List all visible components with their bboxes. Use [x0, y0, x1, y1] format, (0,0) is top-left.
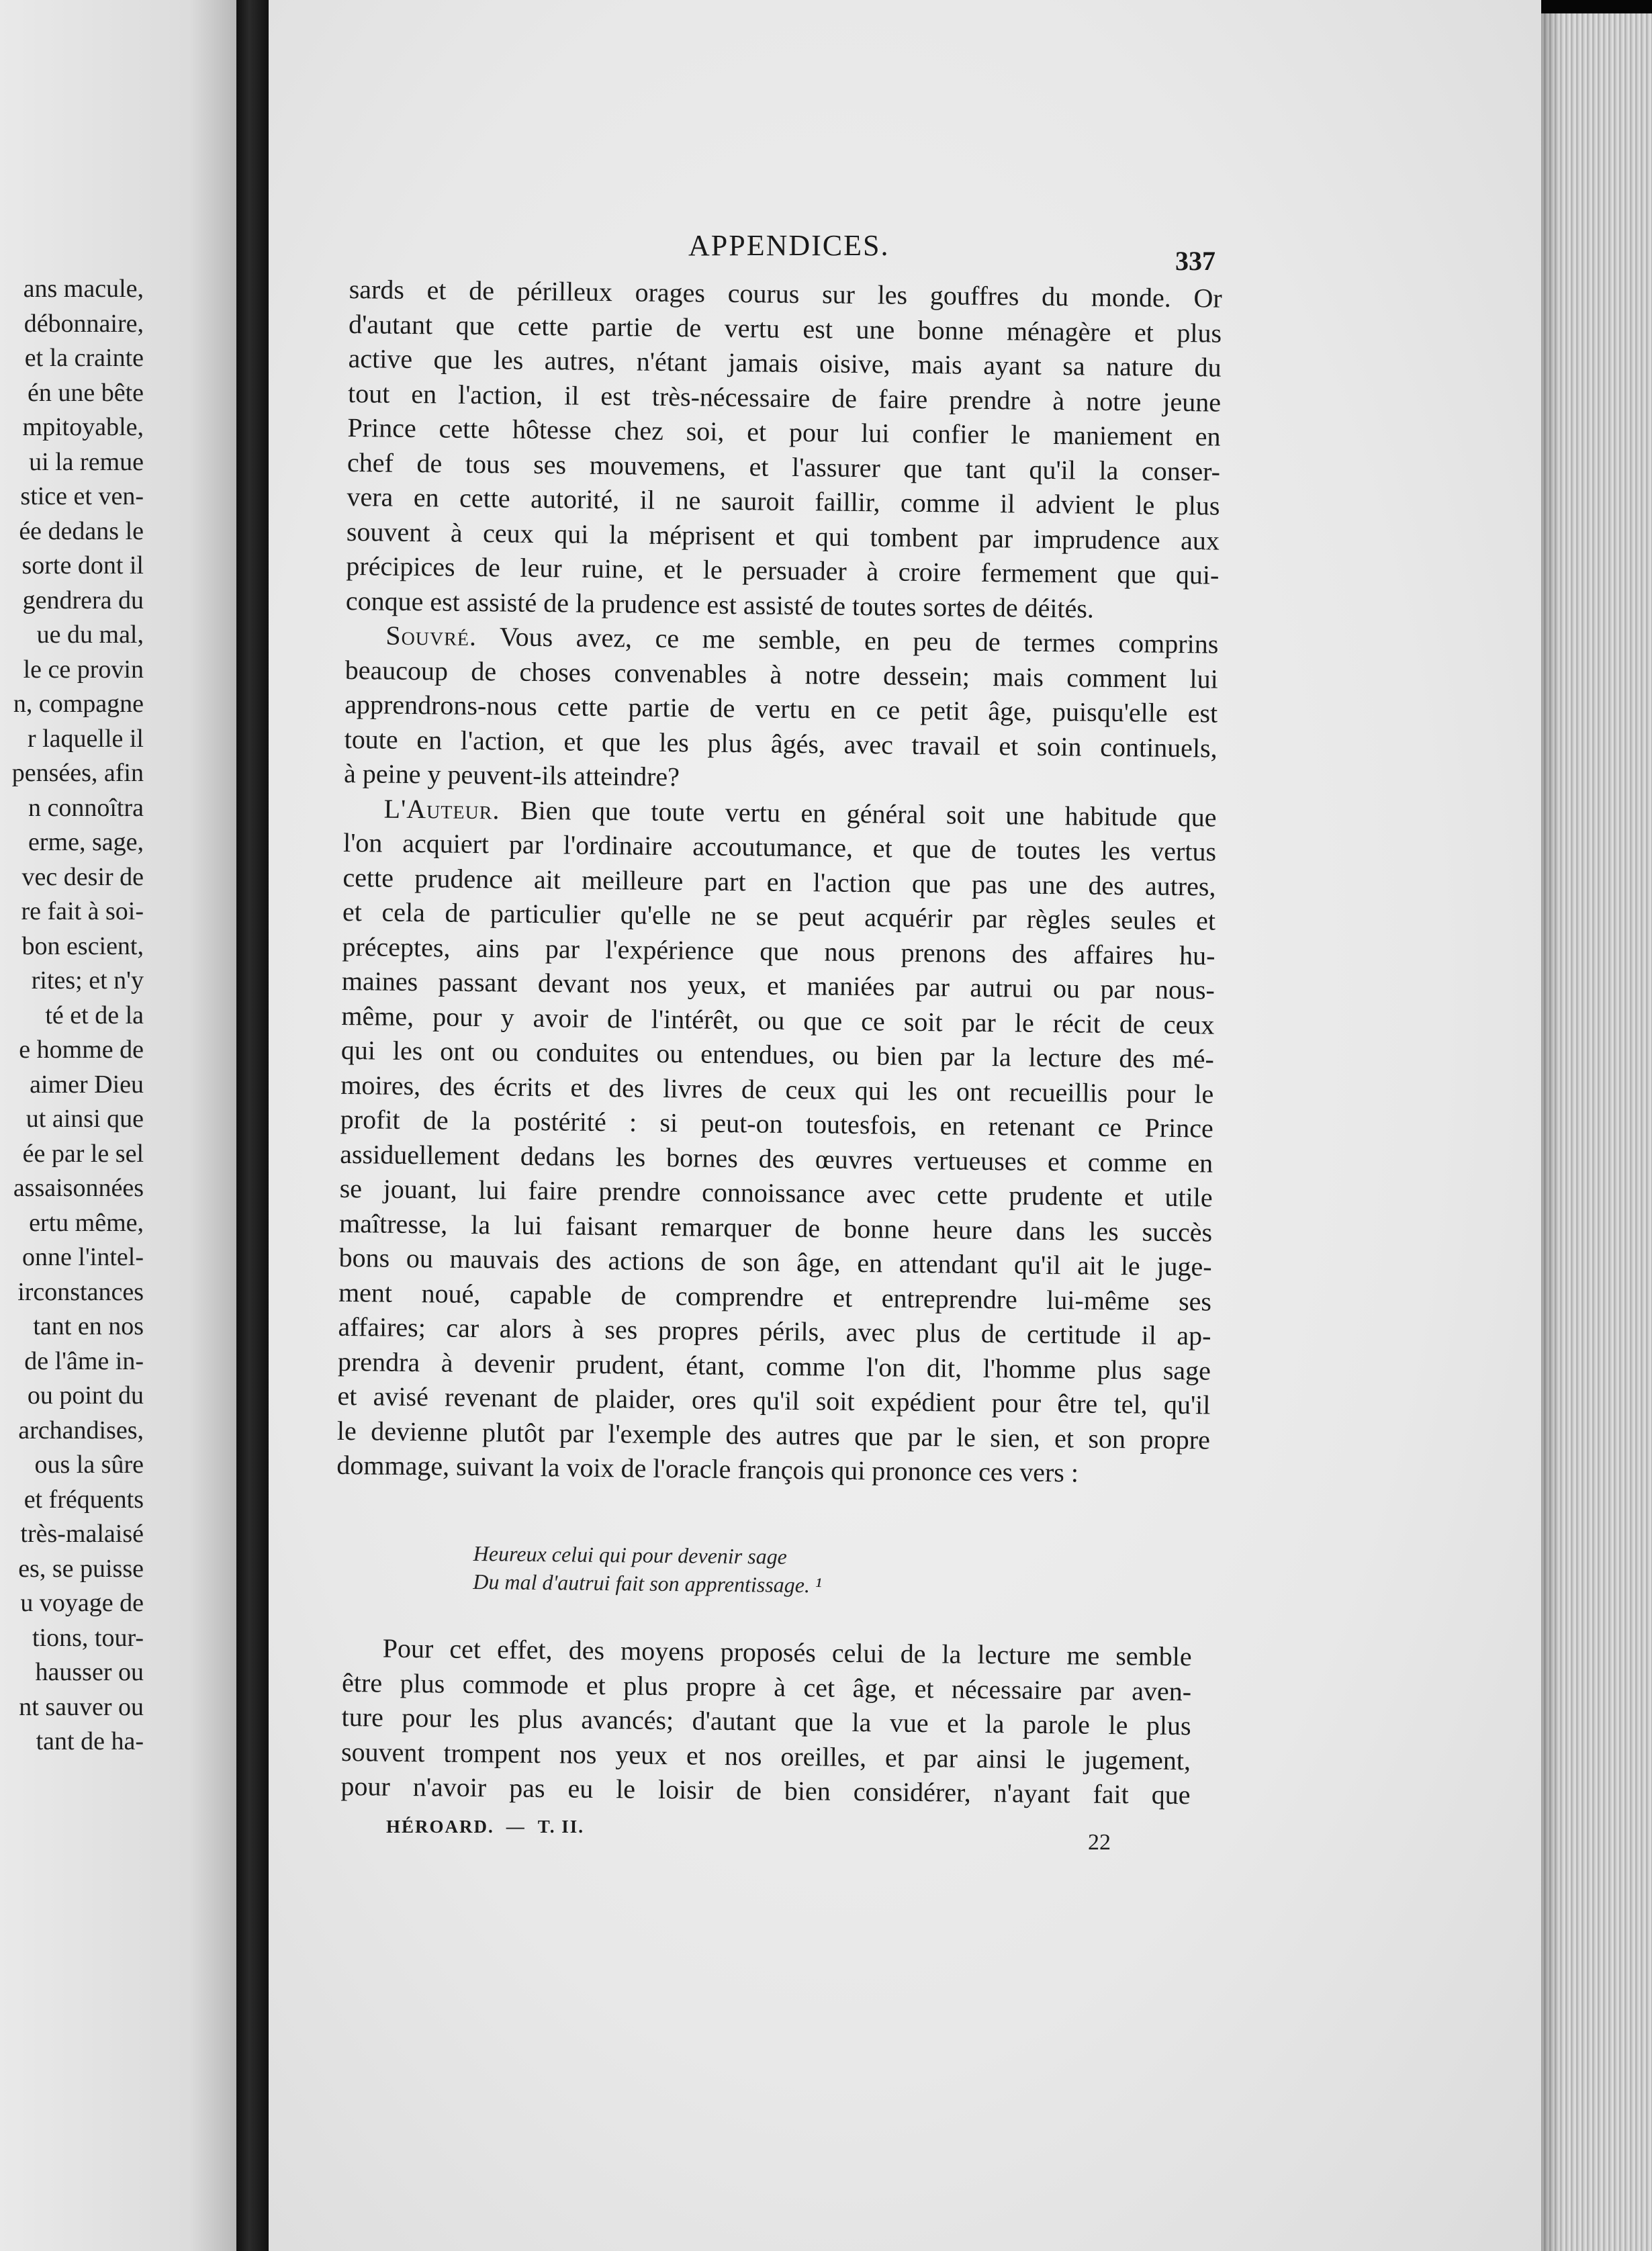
sheet-signature-number: 22 — [1088, 1830, 1111, 1855]
text-line: l'on acquiert par l'ordinaire accoutumance, et que de toutes les vertus — [342, 827, 1217, 867]
text-line: Pour cet effet, des moyens proposés celui de la lecture me semble — [382, 1633, 1192, 1672]
text-line: ment noué, capable de comprendre et entreprendre lui-même ses — [338, 1277, 1212, 1317]
text-line: tant en nos — [33, 1312, 144, 1340]
text-line: et avisé revenant de plaider, ores qu'il soit expédient pour être tel, qu'il — [337, 1380, 1211, 1420]
verse-quote — [473, 1539, 822, 1599]
text-line: se jouant, lui faire prendre connoissance avec cette prudente et utile — [339, 1173, 1213, 1213]
text-line: moires, des écrits et des livres de ceux qui les ont recueillis pour le — [340, 1069, 1214, 1109]
text-line: sorte dont il — [21, 551, 144, 580]
text-line: sards et de périlleux orages courus sur les gouffres du monde. Or — [349, 273, 1222, 314]
text-line: irconstances — [17, 1277, 144, 1306]
text-line: archandises, — [18, 1416, 144, 1444]
text-line: ture pour les plus avancés; d'autant que la vue et la parole le plus — [341, 1701, 1191, 1741]
text-line: débonnaire, — [24, 309, 144, 338]
text-line: qui les ont ou conduites ou entendues, ou bien par la lecture des mé- — [340, 1034, 1215, 1074]
text-line: u voyage de — [20, 1589, 144, 1617]
verse-line: Du mal d'autrui fait son apprentissage. ¹ — [473, 1569, 822, 1598]
text-line: cette prudence ait meilleure part en l'action que pas une des autres, — [342, 862, 1216, 902]
text-line: toute en l'action, et que les plus âgés, avec travail et soin continuels, — [344, 723, 1218, 764]
text-line: rites; et n'y — [31, 966, 144, 995]
text-line: ous la sûre — [34, 1451, 144, 1479]
text-line: et la crainte — [24, 344, 144, 372]
text-line: assaisonnées — [13, 1174, 144, 1202]
text-line: ut ainsi que — [26, 1105, 144, 1133]
footer-signature — [386, 1817, 584, 1837]
text-line: pensées, afin — [11, 759, 144, 787]
text-line: être plus commode et plus propre à cet âge, et nécessaire par aven- — [341, 1667, 1192, 1706]
text-line: hausser ou — [35, 1658, 144, 1686]
text-line: mpitoyable, — [22, 413, 144, 441]
verse-line: Heureux celui qui pour devenir sage — [473, 1541, 788, 1569]
text-line: précipices de leur ruine, et le persuader à croire fermement que qui- — [346, 550, 1220, 590]
facing-page-text — [0, 272, 144, 1759]
text-line: ée par le sel — [22, 1139, 144, 1168]
text-line: r laquelle il — [27, 724, 144, 753]
text-line: assiduellement dedans les bornes des œuvres vertueuses et comme en — [340, 1138, 1213, 1179]
text-line: maîtresse, la lui faisant remarquer de bonne heure dans les succès — [338, 1207, 1213, 1248]
text-line: e homme de — [19, 1036, 144, 1064]
text-line: aimer Dieu — [30, 1070, 144, 1099]
text-line: souvent à ceux qui la méprisent et qui tombent par imprudence aux — [346, 516, 1220, 556]
text-line: Prince cette hôtesse chez soi, et pour lui confier le maniement en — [347, 412, 1221, 452]
text-line: prendra à devenir prudent, étant, comme l'on dit, l'homme plus sage — [337, 1346, 1211, 1386]
text-line: té et de la — [45, 1001, 144, 1029]
text-line: et fréquents — [24, 1485, 144, 1514]
running-head: APPENDICES. — [688, 229, 890, 262]
text-line: Vous avez, ce me semble, en peu de termes comprins — [499, 621, 1219, 659]
page-number: 337 — [1175, 246, 1215, 276]
text-line: erme, sage, — [28, 828, 144, 856]
text-line: souvent trompent nos yeux et nos oreilles, et par ainsi le jugement, — [340, 1736, 1191, 1776]
text-line: ue du mal, — [36, 621, 144, 649]
signature-author: HÉROARD. — [386, 1817, 494, 1837]
text-line: dommage, suivant la voix de l'oracle françois qui prononce ces vers : — [336, 1449, 1079, 1488]
signature-volume: T. II. — [537, 1817, 585, 1837]
text-line: conque est assisté de la prudence est assisté de toutes sortes de déités. — [345, 585, 1095, 624]
speaker-name: L'Auteur. — [383, 793, 500, 825]
text-line: apprendrons-nous cette partie de vertu en ce petit âge, puisqu'elle est — [345, 688, 1218, 729]
text-line: nt sauver ou — [19, 1692, 144, 1721]
text-line: maines passant devant nos yeux, et maniées par autrui ou par nous- — [341, 965, 1215, 1005]
text-line: d'autant que cette partie de vertu est une bonne ménagère et plus — [348, 308, 1222, 349]
text-line: active que les autres, n'étant jamais oisive, mais ayant sa nature du — [348, 342, 1222, 383]
text-line: préceptes, ains par l'expérience que nous prenons des affaires hu- — [342, 931, 1215, 971]
text-line: pour n'avoir pas eu le loisir de bien considérer, n'ayant fait que — [340, 1770, 1191, 1810]
text-line: et cela de particulier qu'elle ne se peut acquérir par règles seules et — [342, 896, 1216, 936]
text-line: vera en cette autorité, il ne sauroit faillir, comme il advient le plus — [347, 481, 1220, 521]
text-line: stice et ven- — [20, 482, 144, 510]
signature-separator: — — [506, 1817, 526, 1837]
text-line: ans macule, — [23, 275, 144, 303]
text-line: même, pour y avoir de l'intérêt, ou que ce soit par le récit de ceux — [341, 1000, 1215, 1040]
speaker-name: Souvré. — [385, 620, 477, 652]
text-line: n connoîtra — [28, 793, 144, 822]
book-gutter — [236, 0, 269, 2251]
text-line: onne l'intel- — [22, 1243, 144, 1271]
text-line: ertu même, — [29, 1208, 144, 1237]
text-line: ée dedans le — [19, 516, 144, 545]
text-line: vec desir de — [21, 862, 144, 891]
text-line: tout en l'action, il est très-nécessaire de faire prendre à notre jeune — [347, 377, 1222, 418]
text-line: gendrera du — [22, 586, 144, 614]
text-line: n, compagne — [13, 690, 144, 718]
text-line: tions, tour- — [32, 1623, 144, 1652]
text-line: très-malaisé — [20, 1520, 144, 1548]
text-line: re fait à soi- — [21, 897, 144, 925]
text-line: à peine y peuvent-ils atteindre? — [343, 757, 680, 792]
text-line: Bien que toute vertu en général soit une habitude que — [520, 794, 1217, 833]
text-line: bons ou mauvais des actions de son âge, en attendant qu'il ait le juge- — [338, 1242, 1212, 1282]
text-line: le devienne plutôt par l'exemple des autres que par le sien, et son propre — [336, 1415, 1211, 1455]
text-line: le ce provin — [23, 655, 144, 684]
text-line: ou point du — [27, 1381, 144, 1410]
text-line: én une bête — [27, 378, 144, 407]
text-line: es, se puisse — [18, 1554, 144, 1583]
body-text — [336, 272, 1222, 1491]
body-text-continued — [340, 1630, 1192, 1812]
text-line: ui la remue — [29, 447, 144, 476]
text-line: chef de tous ses mouvemens, et l'assurer que tant qu'il la conser- — [347, 447, 1221, 487]
text-line: tant de ha- — [36, 1727, 144, 1755]
page-edges-shadow — [1541, 13, 1561, 2251]
text-line: affaires; car alors à ses propres périls, avec plus de certitude il ap- — [338, 1311, 1211, 1351]
text-line: beaucoup de choses convenables à notre dessein; mais comment lui — [345, 654, 1218, 694]
text-line: profit de la postérité : si peut-on toutesfois, en retenant ce Prince — [340, 1103, 1213, 1144]
text-line: de l'âme in- — [24, 1346, 144, 1375]
text-line: bon escient, — [21, 931, 144, 960]
facing-page-left — [0, 0, 236, 2251]
